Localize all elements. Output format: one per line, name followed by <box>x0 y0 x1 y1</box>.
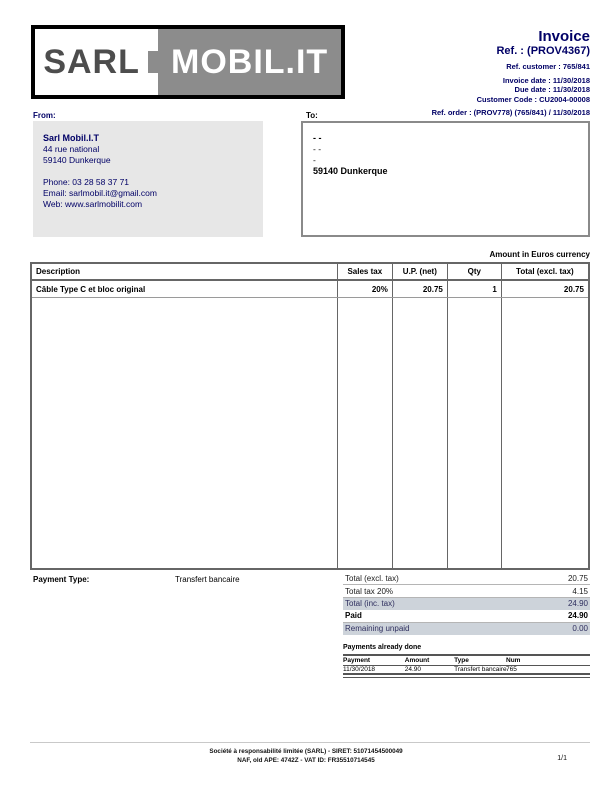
page-number: 1/1 <box>557 755 567 762</box>
from-label: From: <box>33 111 56 120</box>
footer-legal <box>0 747 612 765</box>
payments-done-section <box>343 644 590 678</box>
payments-done-table <box>343 654 590 675</box>
payments-done-title: Payments already done <box>343 644 422 651</box>
to-line3: - <box>313 155 316 165</box>
from-email: Email: sarlmobil.it@gmail.com <box>43 188 157 198</box>
to-line1: - - <box>313 133 322 143</box>
to-address-box <box>301 121 590 237</box>
logo-text-sarl: SARL <box>35 29 148 95</box>
due-date: Due date : 11/30/2018 <box>514 85 590 94</box>
footer-line1: Société à responsabilité limitée (SARL) - SIRET: 51071454500049 <box>209 748 403 755</box>
from-address-box <box>33 121 263 237</box>
item-description: Câble Type C et bloc original <box>32 281 338 297</box>
total-inc-tax-value: 24.90 <box>567 599 588 609</box>
paid-row <box>343 610 590 622</box>
payment-type-label: Payment Type: <box>33 575 90 584</box>
payments-done-header <box>343 656 590 666</box>
remaining-unpaid-value: 0.00 <box>572 624 588 634</box>
header-description: Description <box>32 264 338 279</box>
invoice-title: Invoice <box>538 28 590 45</box>
invoice-header <box>432 28 590 118</box>
payments-done-bottom-rule <box>343 677 590 678</box>
item-sales-tax: 20% <box>338 281 393 297</box>
company-logo <box>31 25 345 99</box>
payments-done-row <box>343 666 590 676</box>
item-qty: 1 <box>448 281 502 297</box>
total-excl-tax-value: 20.75 <box>567 574 588 584</box>
header-sales-tax: Sales tax <box>338 264 393 279</box>
total-tax-label: Total tax 20% <box>345 586 394 596</box>
item-row <box>32 281 588 298</box>
item-unit-price: 20.75 <box>393 281 448 297</box>
from-phone: Phone: 03 28 58 37 71 <box>43 177 130 187</box>
items-table-empty-area <box>32 298 588 568</box>
pd-header-amount: Amount <box>404 656 430 664</box>
to-label: To: <box>306 111 318 120</box>
items-table <box>30 262 590 570</box>
footer-divider <box>30 742 590 743</box>
from-address-line1: 44 rue national <box>43 144 100 154</box>
to-line2: - - <box>313 144 322 154</box>
total-tax-row <box>343 585 590 597</box>
invoice-ref: Ref. : (PROV4367) <box>496 45 590 57</box>
pd-header-type: Type <box>454 656 469 664</box>
pd-payment-num: 765 <box>506 665 517 673</box>
logo-text-mobilit: MOBIL.IT <box>158 29 341 95</box>
invoice-date: Invoice date : 11/30/2018 <box>502 75 590 85</box>
total-tax-value: 4.15 <box>572 586 588 596</box>
payment-type-value: Transfert bancaire <box>175 575 240 584</box>
to-line4: 59140 Dunkerque <box>313 166 388 176</box>
total-inc-tax-label: Total (inc. tax) <box>345 599 395 609</box>
pd-payment-amount: 24.90 <box>404 665 422 673</box>
total-excl-tax-label: Total (excl. tax) <box>345 574 399 584</box>
currency-note: Amount in Euros currency <box>489 250 590 259</box>
ref-order: Ref. order : (PROV778) (765/841) / 11/30/2018 <box>431 108 590 117</box>
customer-code: Customer Code : CU2004-00008 <box>476 94 590 104</box>
pd-payment-date: 11/30/2018 <box>343 665 376 673</box>
total-excl-tax-row <box>343 573 590 585</box>
pd-header-num: Num <box>506 656 521 664</box>
payment-type <box>33 575 240 584</box>
pd-payment-type: Transfert bancaire <box>454 665 507 673</box>
header-total: Total (excl. tax) <box>516 267 574 276</box>
remaining-unpaid-label: Remaining unpaid <box>345 624 410 634</box>
header-qty: Qty <box>448 264 502 279</box>
remaining-unpaid-row <box>343 623 590 635</box>
header-unit-price: U.P. (net) <box>393 264 448 279</box>
total-inc-tax-row <box>343 598 590 610</box>
logo-divider <box>148 29 158 95</box>
from-address-line2: 59140 Dunkerque <box>43 155 111 165</box>
item-total: 20.75 <box>563 284 584 294</box>
pd-header-payment: Payment <box>343 656 371 664</box>
footer-line2: NAF, old APE: 4742Z - VAT ID: FR35510714545 <box>237 757 375 764</box>
paid-label: Paid <box>345 611 362 621</box>
from-company-name: Sarl Mobil.I.T <box>43 133 100 143</box>
items-table-header <box>32 264 588 281</box>
paid-value: 24.90 <box>567 611 588 621</box>
ref-customer: Ref. customer : 765/841 <box>506 62 590 71</box>
totals-summary <box>343 573 590 635</box>
from-web: Web: www.sarlmobilit.com <box>43 199 143 209</box>
